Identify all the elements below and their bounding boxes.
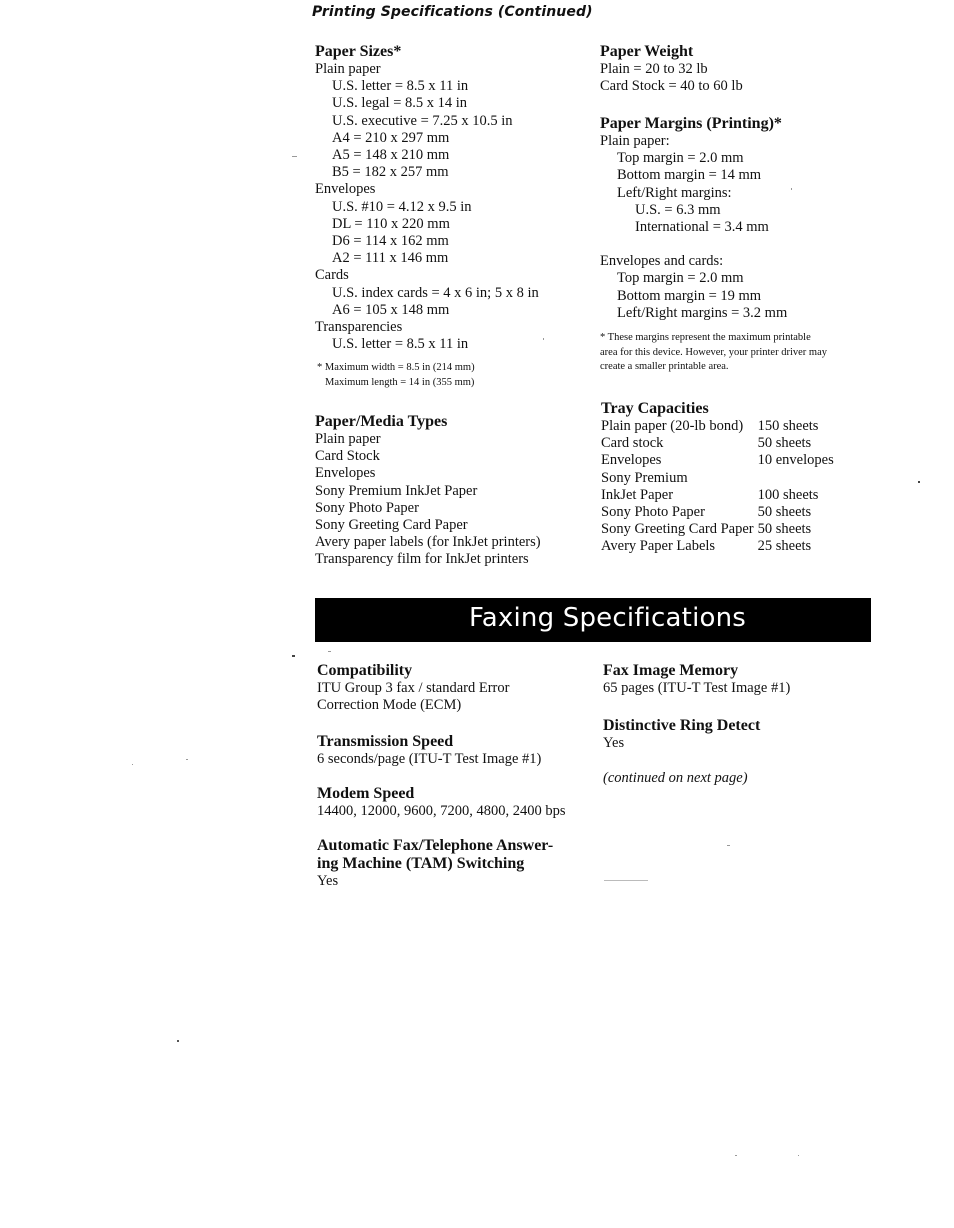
tray-capacity-value: 50 sheets [757, 504, 812, 521]
paper-margins-heading: Paper Margins (Printing)* [600, 115, 782, 132]
continued-note: (continued on next page) [603, 770, 748, 786]
tray-capacity-value: 50 sheets [757, 521, 812, 538]
distinctive-ring-heading: Distinctive Ring Detect [603, 717, 761, 734]
tam-switching-heading: ing Machine (TAM) Switching [317, 855, 525, 872]
tray-capacities-section [601, 400, 834, 556]
compatibility-heading: Compatibility [317, 662, 413, 679]
compatibility-line: Correction Mode (ECM) [317, 697, 462, 714]
modem-speed-line: 14400, 12000, 9600, 7200, 4800, 2400 bps [317, 803, 566, 819]
tam-switching-heading: Automatic Fax/Telephone Answer- [317, 837, 554, 854]
tray-capacity-row [601, 538, 834, 555]
tray-capacity-row [601, 521, 834, 538]
tray-capacity-row [601, 487, 834, 504]
spec-line: Plain paper: [600, 133, 670, 149]
paper-weight-section [600, 43, 743, 95]
paper-weight-line: Card Stock = 40 to 60 lb [600, 78, 743, 95]
spec-line: International = 3.4 mm [635, 219, 769, 236]
paper-margins-list [600, 133, 827, 236]
tray-capacity-row [601, 470, 834, 487]
tray-item: InkJet Paper [601, 486, 674, 503]
media-type-item: Avery paper labels (for InkJet printers) [315, 534, 541, 551]
scan-speck [918, 481, 920, 483]
paper-sizes-heading: Paper Sizes* [315, 43, 402, 60]
paper-weight-heading: Paper Weight [600, 43, 694, 60]
paper-media-types-heading: Paper/Media Types [315, 413, 448, 430]
scan-speck [186, 759, 188, 760]
spec-line: U.S. = 6.3 mm [635, 201, 721, 218]
spec-line: U.S. letter = 8.5 x 11 in [332, 336, 469, 353]
tray-capacity-value: 150 sheets [757, 418, 819, 434]
tray-capacity-value: 100 sheets [757, 486, 819, 503]
footnote-line: * These margins represent the maximum printable [600, 332, 811, 344]
spec-line: B5 = 182 x 257 mm [332, 164, 449, 181]
paper-margins-section [600, 115, 827, 375]
scan-speck [292, 156, 297, 157]
media-type-item: Plain paper [315, 431, 381, 447]
spec-line: A4 = 210 x 297 mm [332, 129, 450, 146]
page-header-title: Printing Specifications (Continued) [312, 4, 593, 20]
distinctive-ring-value: Yes [603, 735, 625, 751]
media-type-item: Sony Photo Paper [315, 499, 419, 516]
tray-capacity-row [601, 435, 834, 452]
tray-item: Envelopes [601, 452, 662, 469]
scan-speck [132, 764, 133, 765]
scan-speck [177, 1040, 179, 1042]
scan-speck [604, 880, 648, 881]
media-type-item: Card Stock [315, 448, 380, 465]
media-type-item: Sony Greeting Card Paper [315, 517, 468, 534]
fax-image-memory-section [603, 662, 790, 697]
footnote-line: * Maximum width = 8.5 in (214 mm) [317, 362, 475, 374]
tray-item: Sony Premium [601, 469, 688, 486]
transmission-speed-section [317, 733, 541, 768]
paper-media-types-list [315, 431, 541, 569]
tray-item: Sony Photo Paper [601, 504, 705, 521]
spec-line: Cards [315, 267, 349, 284]
faxing-specifications-title: Faxing Specifications [469, 603, 747, 633]
paper-weight-line: Plain = 20 to 32 lb [600, 61, 708, 77]
scan-speck [328, 651, 331, 652]
spec-line: U.S. executive = 7.25 x 10.5 in [332, 112, 513, 129]
media-type-item: Sony Premium InkJet Paper [315, 482, 478, 499]
spec-line: U.S. #10 = 4.12 x 9.5 in [332, 198, 472, 215]
paper-margins-footnote [600, 331, 827, 375]
tray-capacity-value: 50 sheets [757, 435, 812, 452]
scan-speck [735, 1155, 737, 1156]
paper-media-types-section [315, 413, 541, 569]
transmission-speed-heading: Transmission Speed [317, 733, 454, 750]
spec-line: Left/Right margins: [617, 184, 732, 201]
spec-line: U.S. index cards = 4 x 6 in; 5 x 8 in [332, 284, 539, 301]
spec-line: Transparencies [315, 319, 403, 336]
paper-sizes-list [315, 61, 539, 353]
fax-image-memory-heading: Fax Image Memory [603, 662, 739, 679]
scan-speck [727, 845, 730, 846]
tray-capacity-value [754, 470, 834, 487]
media-type-item: Envelopes [315, 465, 376, 482]
modem-speed-section [317, 785, 566, 820]
spec-line: Left/Right margins = 3.2 mm [617, 304, 788, 321]
tam-switching-section [317, 837, 553, 890]
spec-line: Envelopes [315, 181, 376, 198]
tray-item: Sony Greeting Card Paper [601, 521, 754, 538]
tray-capacity-row [601, 452, 834, 469]
paper-sizes-section [315, 43, 539, 390]
compatibility-line: ITU Group 3 fax / standard Error [317, 680, 510, 696]
scan-speck [292, 655, 295, 657]
footnote-line: Maximum length = 14 in (355 mm) [325, 376, 475, 388]
scan-speck [543, 338, 544, 340]
spec-line: DL = 110 x 220 mm [332, 215, 450, 232]
tray-capacity-row [601, 504, 834, 521]
spec-line: Envelopes and cards: [600, 253, 724, 270]
footnote-line: area for this device. However, your printer driver may [600, 346, 827, 358]
scan-speck [791, 188, 792, 190]
paper-margins-envelopes-list [600, 253, 827, 322]
spec-line: A5 = 148 x 210 mm [332, 147, 450, 164]
tray-capacity-value: 10 envelopes [757, 452, 834, 469]
spec-line: A6 = 105 x 148 mm [332, 301, 450, 318]
scan-speck [798, 1155, 799, 1156]
spec-line: U.S. letter = 8.5 x 11 in [332, 78, 469, 95]
fax-image-memory-line: 65 pages (ITU-T Test Image #1) [603, 680, 791, 696]
spec-line: Bottom margin = 19 mm [617, 287, 762, 304]
tray-item: Card stock [601, 435, 664, 452]
footnote-line: create a smaller printable area. [600, 361, 729, 373]
modem-speed-heading: Modem Speed [317, 785, 415, 802]
tray-capacities-table [601, 418, 834, 556]
spec-line: U.S. legal = 8.5 x 14 in [332, 95, 468, 112]
media-type-item: Transparency film for InkJet printers [315, 551, 529, 568]
tam-switching-value: Yes [317, 873, 339, 889]
spec-line: D6 = 114 x 162 mm [332, 233, 449, 250]
spec-line: Top margin = 2.0 mm [617, 150, 744, 167]
tray-capacity-value: 25 sheets [757, 538, 812, 555]
spec-line: Bottom margin = 14 mm [617, 167, 762, 184]
tray-capacity-row [601, 418, 834, 435]
paper-sizes-footnote [315, 361, 539, 390]
tray-item: Plain paper (20-lb bond) [601, 418, 744, 434]
compatibility-section [317, 662, 509, 714]
spec-line: A2 = 111 x 146 mm [332, 250, 449, 267]
tray-item: Avery Paper Labels [601, 538, 716, 555]
faxing-specifications-banner [315, 598, 871, 642]
transmission-speed-line: 6 seconds/page (ITU-T Test Image #1) [317, 751, 542, 767]
spec-line: Plain paper [315, 61, 381, 77]
spec-line: Top margin = 2.0 mm [617, 270, 744, 287]
tray-capacities-heading: Tray Capacities [601, 400, 709, 417]
distinctive-ring-section [603, 717, 760, 752]
